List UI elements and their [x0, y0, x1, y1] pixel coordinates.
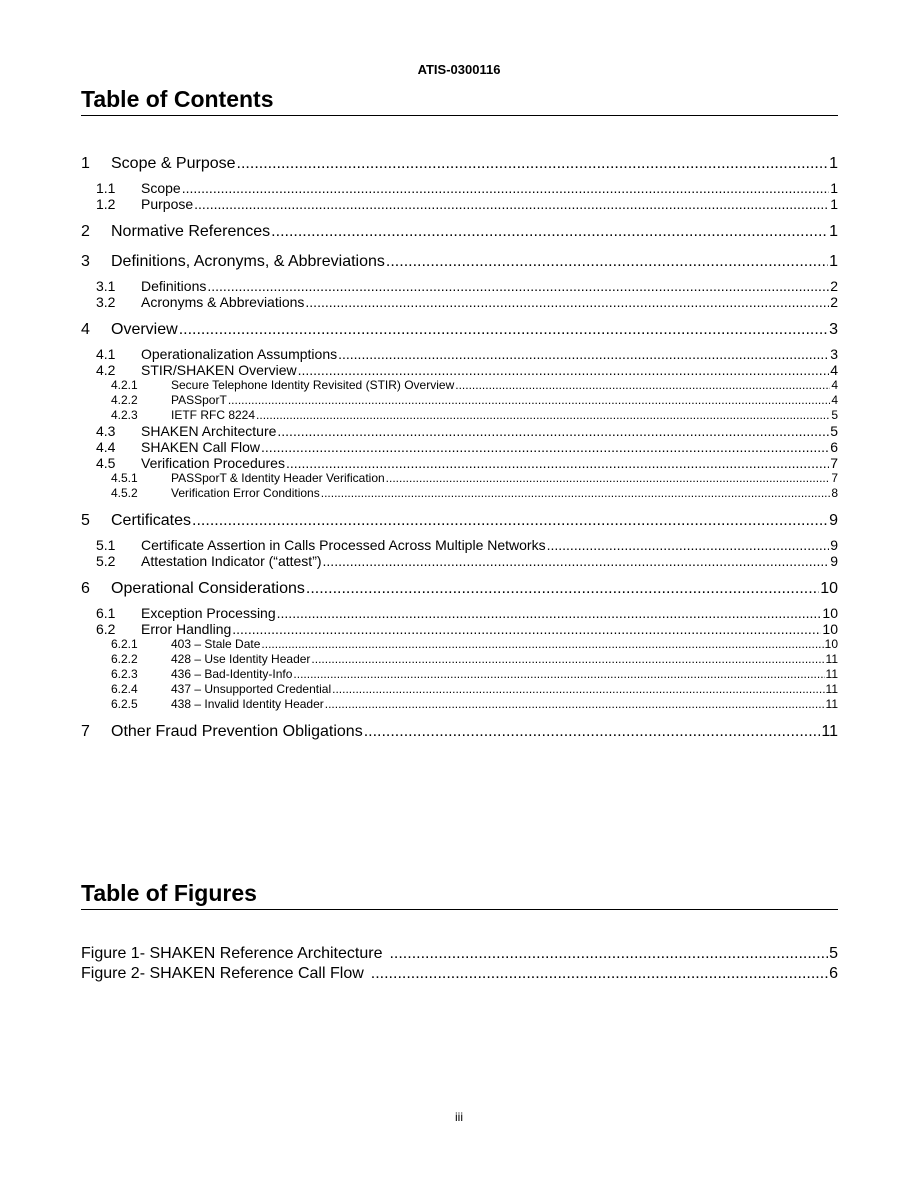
toc-entry-title: Scope & Purpose [111, 155, 236, 172]
toc-entry[interactable] [81, 378, 838, 393]
tof-entry-page: 6 [829, 965, 838, 982]
document-id: ATIS-0300116 [417, 62, 501, 77]
toc-dot-leader [364, 722, 821, 742]
toc-entry[interactable] [81, 154, 838, 174]
toc-entry-page: 2 [830, 278, 838, 294]
tof-dot-leader [371, 964, 828, 984]
toc-entry-title: 436 – Bad-Identity-Info [171, 667, 293, 681]
tof-entry-page: 5 [829, 945, 838, 962]
tof-entry[interactable] [81, 964, 838, 984]
toc-entry-number: 4.5 [96, 455, 116, 471]
toc-entry-title: Secure Telephone Identity Revisited (STIR) Overview [171, 378, 455, 392]
toc-entry-page: 10 [822, 605, 838, 621]
toc-entry[interactable] [81, 553, 838, 569]
toc-entry-title: Exception Processing [141, 605, 276, 621]
toc-entry[interactable] [81, 196, 838, 212]
toc-entry[interactable] [81, 346, 838, 362]
toc-entry-page: 10 [822, 621, 838, 637]
toc-entry-page: 11 [821, 723, 838, 740]
toc-entry-title: Definitions [141, 278, 207, 294]
toc-entry-title: Purpose [141, 196, 194, 212]
toc-entry-title: Acronyms & Abbreviations [141, 294, 305, 310]
page-number: iii [455, 1110, 463, 1124]
toc-entry-title: 437 – Unsupported Credential [171, 682, 332, 696]
toc-entry-page: 11 [825, 697, 838, 711]
toc-dot-leader [293, 667, 824, 682]
toc-entry-page: 4 [831, 378, 838, 392]
toc-heading: Table of Contents [81, 86, 838, 116]
toc-entry-number: 5.1 [96, 537, 116, 553]
toc-entry[interactable] [81, 605, 838, 621]
toc-entry-number: 3 [81, 253, 90, 270]
toc-entry-title: PASSporT [171, 393, 227, 407]
toc-entry-number: 6.2.5 [111, 697, 138, 711]
toc-entry-page: 10 [820, 580, 838, 597]
toc-entry[interactable] [81, 471, 838, 486]
toc-entry-title: 428 – Use Identity Header [171, 652, 311, 666]
toc-dot-leader [232, 621, 821, 637]
toc-dot-leader [271, 222, 828, 242]
toc-entry[interactable] [81, 486, 838, 501]
toc-dot-leader [228, 393, 831, 408]
toc-entry-title: Normative References [111, 223, 271, 240]
toc-entry-title: 438 – Invalid Identity Header [171, 697, 324, 711]
toc-dot-leader [386, 471, 831, 486]
toc-dot-leader [261, 637, 823, 652]
toc-entry-number: 2 [81, 223, 90, 240]
toc-entry[interactable] [81, 362, 838, 378]
toc-dot-leader [455, 378, 830, 393]
toc-entry-title: Error Handling [141, 621, 232, 637]
toc-entry[interactable] [81, 222, 838, 242]
toc-entry-page: 1 [829, 253, 838, 270]
toc-entry-title: Other Fraud Prevention Obligations [111, 723, 363, 740]
toc-entry-title: Certificate Assertion in Calls Processed Across Multiple Networks [141, 537, 546, 553]
toc-entry-number: 6.2.2 [111, 652, 138, 666]
toc-entry[interactable] [81, 537, 838, 553]
toc-entry-page: 2 [830, 294, 838, 310]
toc-entry-title: Verification Procedures [141, 455, 285, 471]
toc-entry-title: Operationalization Assumptions [141, 346, 338, 362]
toc-dot-leader [194, 196, 829, 212]
toc-entry[interactable] [81, 252, 838, 272]
toc-dot-leader [323, 553, 830, 569]
toc-entry-number: 4.2.3 [111, 408, 138, 422]
toc-entry[interactable] [81, 294, 838, 310]
toc-entry-page: 1 [830, 196, 838, 212]
toc-entry-number: 4.2.1 [111, 378, 138, 392]
toc-entry-title: PASSporT & Identity Header Verification [171, 471, 385, 485]
toc-entry-page: 1 [829, 155, 838, 172]
tof-entry-title: Figure 1- SHAKEN Reference Architecture [81, 945, 383, 962]
toc-list [81, 154, 838, 742]
toc-dot-leader [332, 682, 824, 697]
toc-entry[interactable] [81, 423, 838, 439]
toc-entry[interactable] [81, 278, 838, 294]
tof-dot-leader [389, 944, 828, 964]
toc-dot-leader [179, 320, 828, 340]
toc-entry-title: Operational Considerations [111, 580, 305, 597]
tof-list [81, 944, 838, 984]
toc-entry-page: 9 [830, 537, 838, 553]
toc-entry-page: 9 [830, 553, 838, 569]
toc-entry-number: 6.2.4 [111, 682, 138, 696]
toc-entry-page: 8 [831, 486, 838, 500]
toc-entry-number: 1 [81, 155, 90, 172]
toc-entry-number: 1.2 [96, 196, 116, 212]
toc-dot-leader [325, 697, 825, 712]
toc-entry-number: 4.2 [96, 362, 116, 378]
toc-entry-page: 1 [829, 223, 838, 240]
toc-entry-number: 5 [81, 512, 90, 529]
toc-entry-number: 5.2 [96, 553, 116, 569]
toc-entry[interactable] [81, 320, 838, 340]
toc-entry[interactable] [81, 682, 838, 697]
toc-entry[interactable] [81, 439, 838, 455]
toc-entry-page: 11 [825, 682, 838, 696]
toc-entry-number: 4 [81, 321, 90, 338]
toc-dot-leader [237, 154, 829, 174]
toc-entry-page: 9 [829, 512, 838, 529]
toc-entry[interactable] [81, 637, 838, 652]
tof-heading: Table of Figures [81, 880, 838, 910]
toc-entry-page: 4 [831, 393, 838, 407]
toc-entry-title: 403 – Stale Date [171, 637, 261, 651]
toc-entry[interactable] [81, 697, 838, 712]
toc-entry-page: 5 [830, 423, 838, 439]
toc-dot-leader [306, 579, 819, 599]
toc-entry-title: Overview [111, 321, 178, 338]
toc-entry[interactable] [81, 579, 838, 599]
toc-entry[interactable] [81, 393, 838, 408]
toc-entry-number: 4.3 [96, 423, 116, 439]
toc-entry[interactable] [81, 180, 838, 196]
toc-dot-leader [298, 362, 830, 378]
toc-dot-leader [207, 278, 829, 294]
toc-entry-title: IETF RFC 8224 [171, 408, 256, 422]
toc-entry[interactable] [81, 621, 838, 637]
toc-entry-number: 6.2.3 [111, 667, 138, 681]
toc-entry-number: 7 [81, 723, 90, 740]
toc-entry-page: 11 [825, 667, 838, 681]
toc-entry-page: 1 [830, 180, 838, 196]
toc-dot-leader [261, 439, 829, 455]
toc-entry-title: Definitions, Acronyms, & Abbreviations [111, 253, 385, 270]
toc-entry-number: 3.1 [96, 278, 116, 294]
toc-entry[interactable] [81, 667, 838, 682]
tof-entry[interactable] [81, 944, 838, 964]
toc-dot-leader [182, 180, 830, 196]
toc-entry-number: 6.2 [96, 621, 116, 637]
toc-entry-page: 5 [831, 408, 838, 422]
toc-dot-leader [338, 346, 829, 362]
toc-entry-number: 6 [81, 580, 90, 597]
toc-entry-number: 6.1 [96, 605, 116, 621]
toc-entry-page: 3 [830, 346, 838, 362]
toc-dot-leader [311, 652, 824, 667]
toc-entry-page: 3 [829, 321, 838, 338]
toc-entry[interactable] [81, 455, 838, 471]
toc-entry-title: Scope [141, 180, 181, 196]
toc-entry[interactable] [81, 408, 838, 423]
toc-entry-title: SHAKEN Architecture [141, 423, 277, 439]
toc-entry-page: 11 [825, 652, 838, 666]
toc-dot-leader [277, 423, 829, 439]
toc-dot-leader [386, 252, 828, 272]
toc-entry[interactable] [81, 722, 838, 742]
toc-dot-leader [305, 294, 829, 310]
toc-entry[interactable] [81, 511, 838, 531]
toc-entry[interactable] [81, 652, 838, 667]
toc-dot-leader [256, 408, 830, 423]
toc-entry-number: 3.2 [96, 294, 116, 310]
toc-entry-page: 7 [831, 471, 838, 485]
toc-dot-leader [192, 511, 828, 531]
toc-entry-number: 4.1 [96, 346, 116, 362]
toc-entry-number: 4.5.2 [111, 486, 138, 500]
toc-entry-title: Certificates [111, 512, 192, 529]
toc-dot-leader [277, 605, 822, 621]
toc-entry-page: 7 [830, 455, 838, 471]
toc-entry-page: 10 [824, 637, 838, 651]
toc-entry-number: 1.1 [96, 180, 116, 196]
toc-entry-number: 4.2.2 [111, 393, 138, 407]
toc-entry-page: 6 [830, 439, 838, 455]
toc-dot-leader [286, 455, 829, 471]
toc-dot-leader [321, 486, 831, 501]
toc-entry-number: 6.2.1 [111, 637, 138, 651]
toc-entry-number: 4.5.1 [111, 471, 138, 485]
toc-entry-title: Verification Error Conditions [171, 486, 320, 500]
toc-dot-leader [547, 537, 830, 553]
toc-entry-title: Attestation Indicator (“attest”) [141, 553, 322, 569]
toc-entry-page: 4 [830, 362, 838, 378]
toc-entry-number: 4.4 [96, 439, 116, 455]
tof-entry-title: Figure 2- SHAKEN Reference Call Flow [81, 965, 364, 982]
toc-entry-title: SHAKEN Call Flow [141, 439, 261, 455]
toc-entry-title: STIR/SHAKEN Overview [141, 362, 297, 378]
